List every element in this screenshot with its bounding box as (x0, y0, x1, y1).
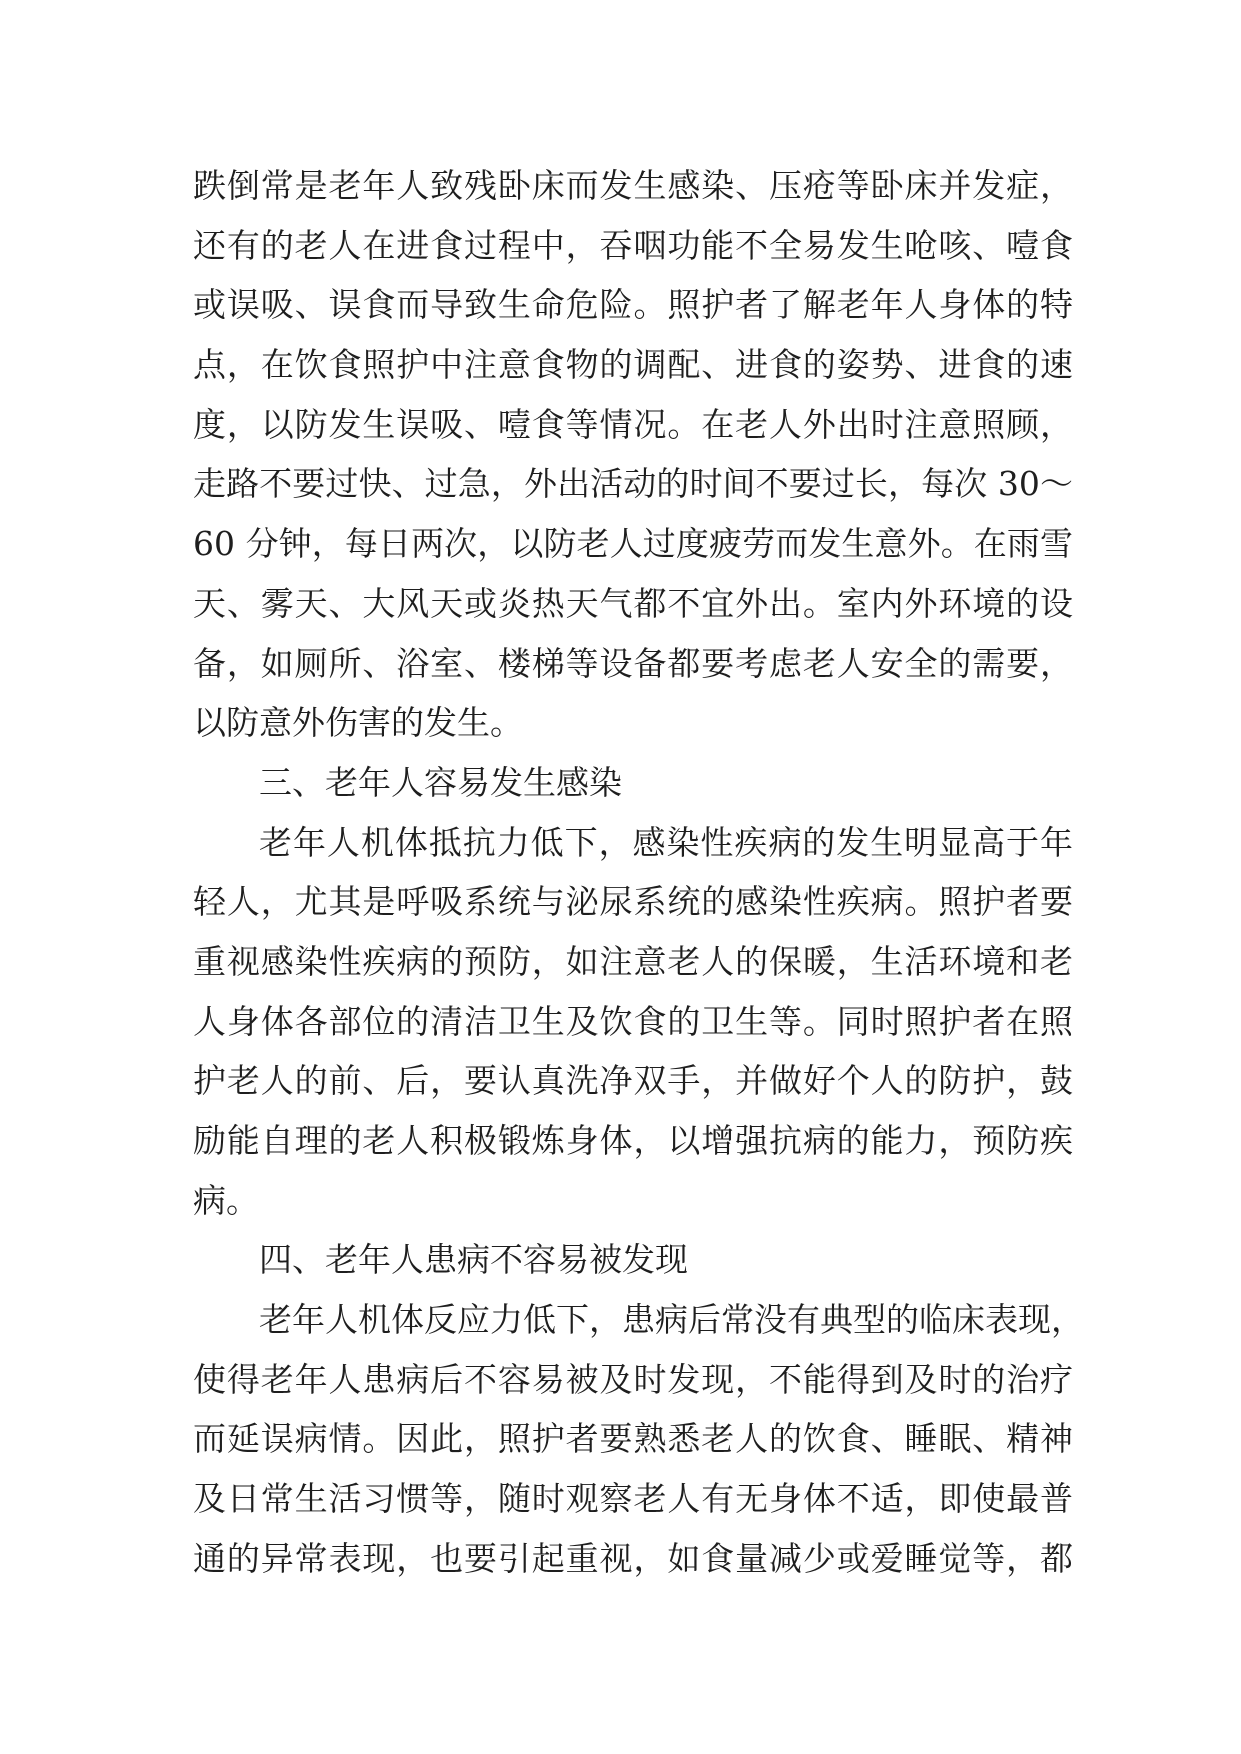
text-line: 病。 (193, 1180, 259, 1220)
section-heading: 四、老年人患病不容易被发现 (259, 1240, 688, 1280)
text-line: 点，在饮食照护中注意食物的调配、进食的姿势、进食的速 (193, 345, 1073, 385)
text-line: 护老人的前、后，要认真洗净双手，并做好个人的防护，鼓 (193, 1061, 1073, 1101)
text-line: 天、雾天、大风天或炎热天气都不宜外出。室内外环境的设 (193, 583, 1073, 623)
text-line: 备，如厕所、浴室、楼梯等设备都要考虑老人安全的需要， (193, 643, 1073, 683)
text-line: 老年人机体抵抗力低下，感染性疾病的发生明显高于年 (259, 822, 1073, 862)
text-line: 通的异常表现，也要引起重视，如食量减少或爱睡觉等，都 (193, 1538, 1073, 1578)
text-line: 度，以防发生误吸、噎食等情况。在老人外出时注意照顾， (193, 404, 1073, 444)
text-line: 而延误病情。因此，照护者要熟悉老人的饮食、睡眠、精神 (193, 1419, 1073, 1459)
body-text (193, 156, 1084, 1589)
text-line: 老年人机体反应力低下，患病后常没有典型的临床表现， (259, 1300, 1084, 1340)
text-line: 60 分钟，每日两次，以防老人过度疲劳而发生意外。在雨雪 (193, 524, 1073, 564)
text-line: 跌倒常是老年人致残卧床而发生感染、压疮等卧床并发症， (193, 166, 1073, 205)
text-line: 励能自理的老人积极锻炼身体，以增强抗病的能力，预防疾 (193, 1121, 1073, 1160)
section-heading: 三、老年人容易发生感染 (259, 762, 622, 802)
text-line: 或误吸、误食而导致生命危险。照护者了解老年人身体的特 (193, 285, 1073, 325)
text-line: 及日常生活习惯等，随时观察老人有无身体不适，即使最普 (193, 1479, 1073, 1519)
text-line: 还有的老人在进食过程中，吞咽功能不全易发生呛咳、噎食 (193, 225, 1073, 265)
text-line: 轻人，尤其是呼吸系统与泌尿系统的感染性疾病。照护者要 (193, 882, 1073, 922)
text-line: 走路不要过快、过急，外出活动的时间不要过长，每次 30～ (193, 464, 1073, 504)
text-line: 使得老年人患病后不容易被及时发现，不能得到及时的治疗 (193, 1359, 1073, 1399)
text-line: 以防意外伤害的发生。 (193, 703, 523, 743)
text-line: 重视感染性疾病的预防，如注意老人的保暖，生活环境和老 (193, 941, 1073, 981)
text-line: 人身体各部位的清洁卫生及饮食的卫生等。同时照护者在照 (193, 1001, 1073, 1041)
